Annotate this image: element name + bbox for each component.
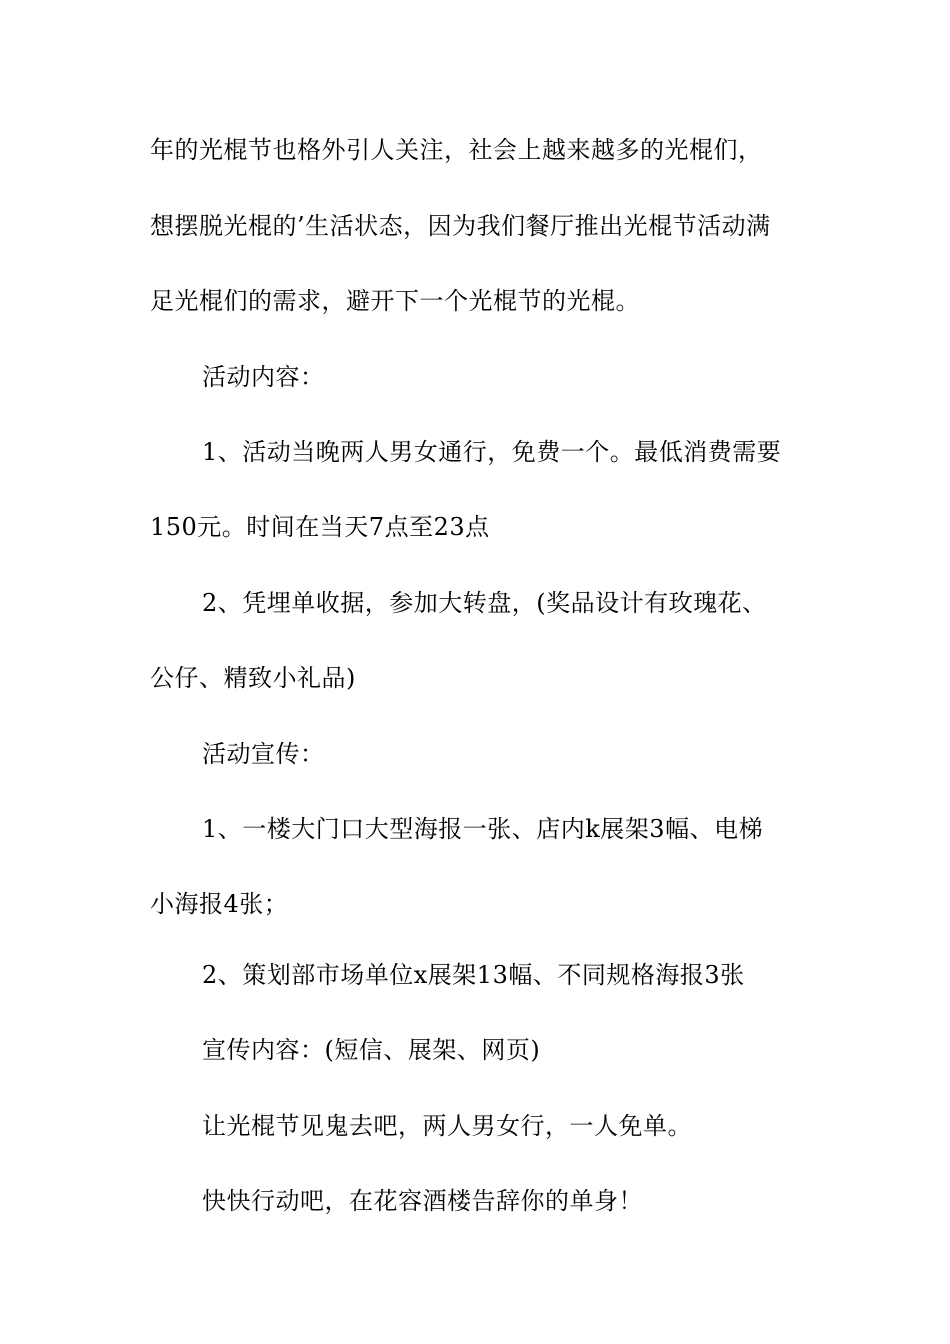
list-item: 2、策划部市场单位x展架13幅、不同规格海报3张 xyxy=(202,961,745,989)
paragraph-line: 足光棍们的需求，避开下一个光棍节的光棍。 xyxy=(150,287,640,315)
list-item: 1、一楼大门口大型海报一张、店内k展架3幅、电梯 xyxy=(202,815,764,843)
paragraph-line: 年的光棍节也格外引人关注，社会上越来越多的光棍们， xyxy=(150,136,763,164)
list-item: 1、活动当晚两人男女通行，免费一个。最低消费需要 xyxy=(202,438,782,466)
paragraph-line: 快快行动吧，在花容酒楼告辞你的单身！ xyxy=(202,1187,643,1215)
list-item-continuation: 小海报4张； xyxy=(150,890,289,918)
paragraph-line: 想摆脱光棍的’生活状态，因为我们餐厅推出光棍节活动满 xyxy=(150,212,771,240)
paragraph-line: 让光棍节见鬼去吧，两人男女行，一人免单。 xyxy=(202,1112,692,1140)
list-item: 2、凭埋单收据，参加大转盘，(奖品设计有玫瑰花、 xyxy=(202,589,767,617)
list-item-continuation: 150元。时间在当天7点至23点 xyxy=(150,513,490,541)
section-heading: 活动宣传： xyxy=(202,740,325,768)
paragraph-line: 宣传内容：(短信、展架、网页) xyxy=(202,1036,541,1064)
section-heading: 活动内容： xyxy=(202,363,325,391)
list-item-continuation: 公仔、精致小礼品) xyxy=(150,664,356,692)
